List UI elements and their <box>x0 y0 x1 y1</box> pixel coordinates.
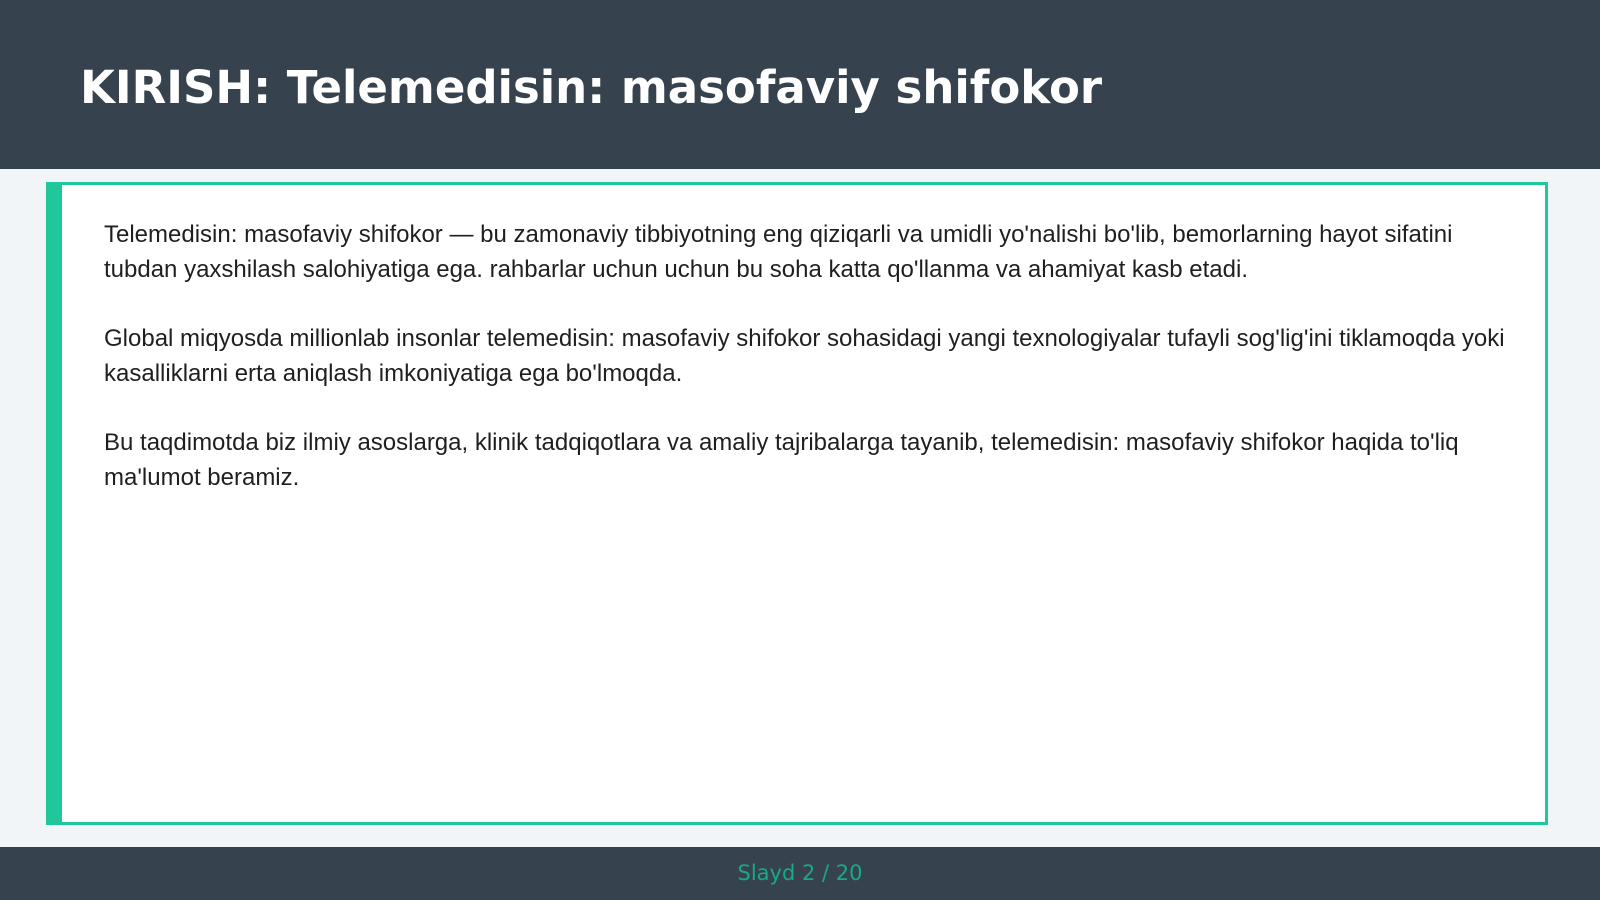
slide-footer <box>0 847 1600 900</box>
presentation-paragraph: Bu taqdimotda biz ilmiy asoslarga, klinik tadqiqotlara va amaliy tajribalarga tayanib, telemedisin: masofaviy shifokor haqida to'liq ma'lumot beramiz. <box>104 429 1459 491</box>
slide-counter: Slayd 2 / 20 <box>737 861 863 885</box>
slide-header <box>0 0 1600 169</box>
content-card <box>46 182 1548 825</box>
global-paragraph: Global miqyosda millionlab insonlar telemedisin: masofaviy shifokor sohasidagi yangi texnologiyalar tufayli sog'lig'ini tiklamoqda yoki kasalliklarni erta aniqlash imkoniyatiga ega bo'lmoqda. <box>104 325 1505 387</box>
slide-title: KIRISH: Telemedisin: masofaviy shifokor <box>80 61 1103 114</box>
intro-paragraph: Telemedisin: masofaviy shifokor — bu zamonaviy tibbiyotning eng qiziqarli va umidli yo'nalishi bo'lib, bemorlarning hayot sifatini tubdan yaxshilash salohiyatiga ega. rahbarlar uchun uchun bu soha katta qo'llanma va ahamiyat kasb etadi. <box>104 221 1453 283</box>
